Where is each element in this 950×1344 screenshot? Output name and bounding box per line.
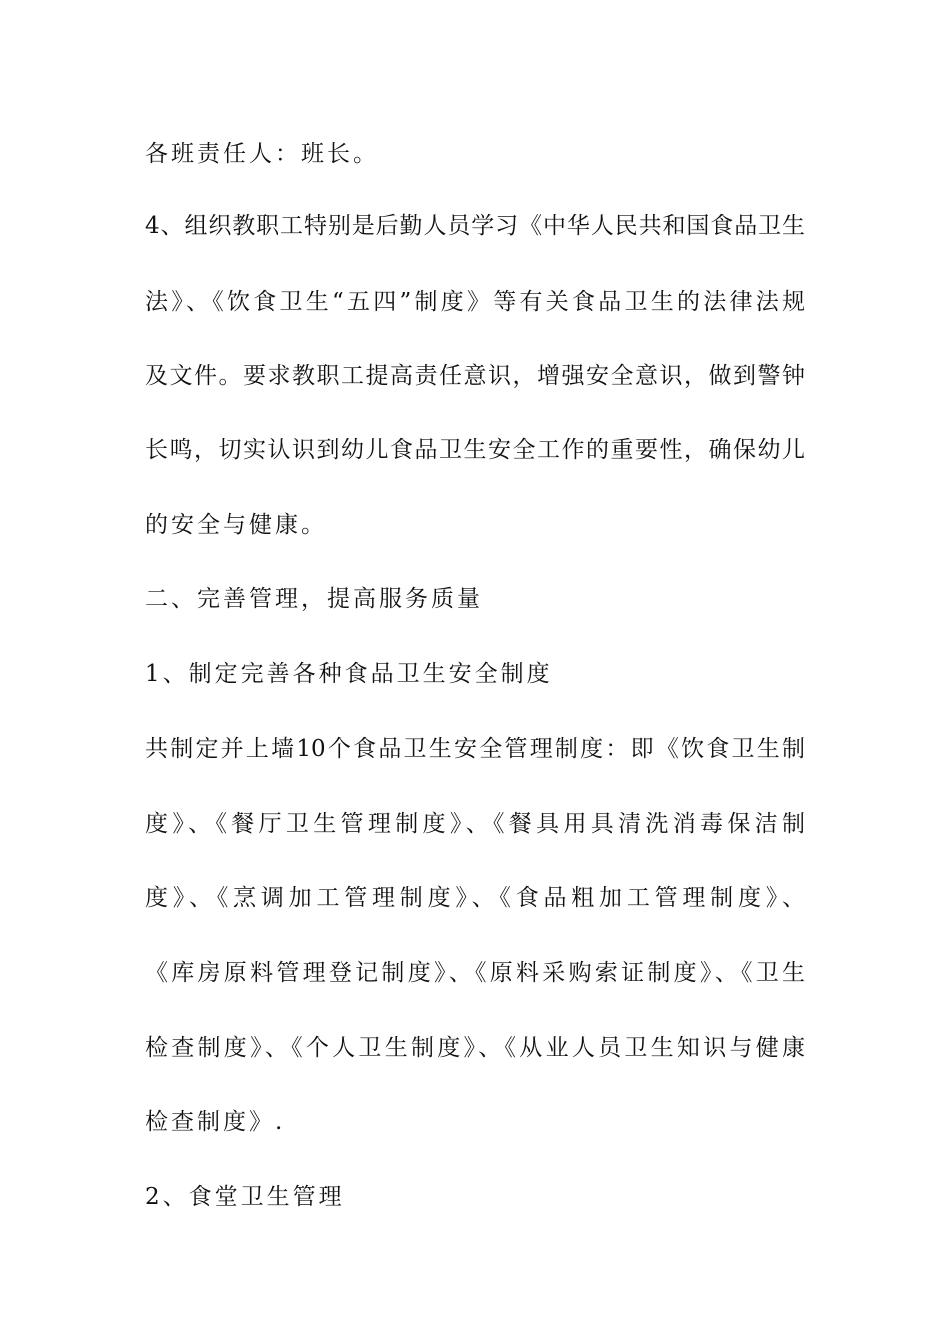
text-line-safety-health: 的安全与健康。	[145, 512, 327, 538]
text-line-laws: 法》、《饮食卫生“五四”制度》等有关食品卫生的法律法规	[145, 289, 805, 315]
text-line-rules-6: 检查制度》.	[145, 1109, 286, 1135]
text-line-item-4: 4、组织教职工特别是后勤人员学习《中华人民共和国食品卫生	[145, 213, 805, 239]
text-line-importance: 长鸣，切实认识到幼儿食品卫生安全工作的重要性，确保幼儿	[145, 437, 805, 463]
text-line-rules-5: 检查制度》、《个人卫生制度》、《从业人员卫生知识与健康	[145, 1035, 805, 1061]
text-line-rules-4: 《库房原料管理登记制度》、《原料采购索证制度》、《卫生	[145, 960, 805, 986]
text-line-rules-3: 度》、《烹调加工管理制度》、《食品粗加工管理制度》、	[145, 885, 805, 911]
text-line-requirements: 及文件。要求教职工提高责任意识，增强安全意识，做到警钟	[145, 363, 805, 389]
text-line-rules-intro: 共制定并上墙10个食品卫生安全管理制度：即《饮食卫生制	[145, 736, 805, 762]
subheading-item-1: 1、制定完善各种食品卫生安全制度	[145, 661, 553, 687]
subheading-item-2: 2、食堂卫生管理	[145, 1184, 345, 1210]
text-line-team-responsible: 各班责任人：班长。	[145, 141, 379, 167]
section-heading-management: 二、完善管理，提高服务质量	[145, 586, 483, 612]
text-line-rules-2: 度》、《餐厅卫生管理制度》、《餐具用具清洗消毒保洁制	[145, 811, 805, 837]
